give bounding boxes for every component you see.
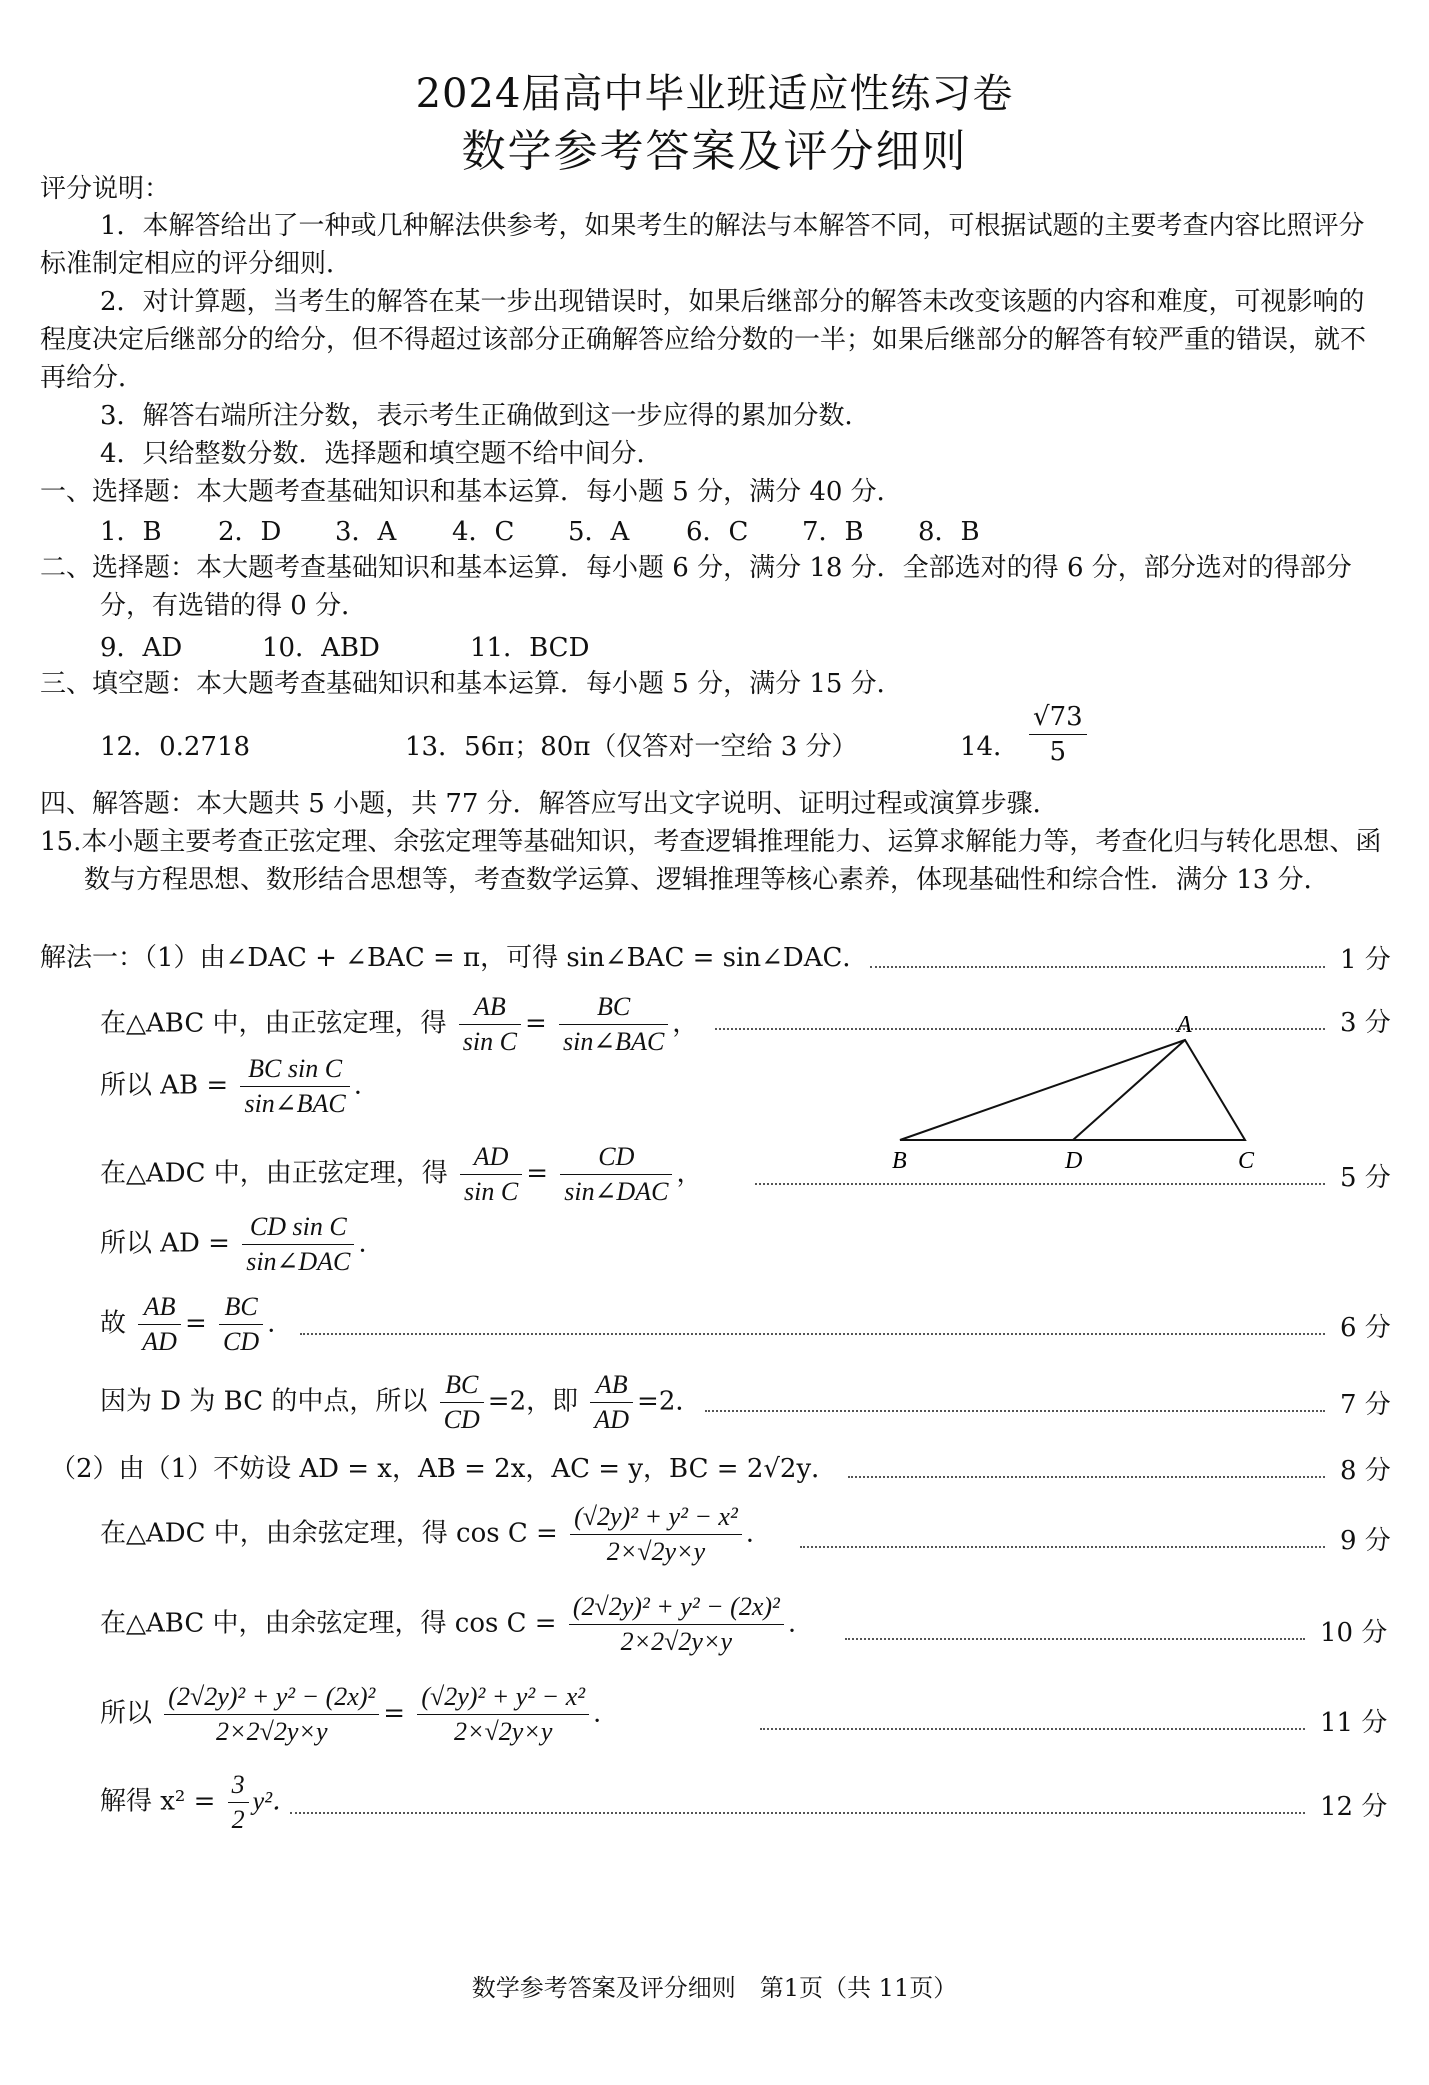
solution-line-9: 在△ADC 中，由余弦定理，得 cos C = $\frac{\text{(√2y)² + y² − x²}}{2\times√2y\times y}$ .	[100, 1500, 754, 1569]
point-label-d: D	[1065, 1148, 1083, 1174]
fraction-numerator: CD sin C	[242, 1210, 354, 1245]
dot-leader	[705, 1410, 1325, 1412]
answer-item: 6．C	[686, 517, 749, 547]
fraction-numerator: AD	[460, 1140, 522, 1175]
fraction-denominator: CD	[443, 1405, 480, 1434]
triangle-figure	[880, 1010, 1260, 1180]
title-line-1: 2024届高中毕业班适应性练习卷	[415, 71, 1014, 117]
fraction-denominator: 2×√2y×y	[606, 1537, 706, 1566]
fraction	[460, 1140, 522, 1209]
solution-line-6: 故 $\frac{AB}{AD}$ = $\frac{BC}{CD}$ .	[100, 1290, 275, 1359]
line-text: 在△ABC 中，由正弦定理，得	[100, 1008, 447, 1039]
fraction-numerator: BC	[219, 1290, 263, 1325]
page-footer: 数学参考答案及评分细则 第1页（共 11页）	[471, 1974, 958, 2002]
fraction-numerator: (2√2y)² + y² − (2x)²	[164, 1680, 379, 1715]
fraction-denominator: 2×2√2y×y	[216, 1717, 328, 1746]
solution-line-10: 在△ABC 中，由余弦定理，得 cos C = $\frac{\text{(2√2y)² + y² − (2x)²}}{2\times 2√2y\times y}$ .	[100, 1590, 796, 1659]
answer-item: 3．A	[335, 517, 397, 547]
fraction	[559, 990, 668, 1059]
fraction-denominator: sin C	[462, 1027, 517, 1056]
score-mark: 11 分	[1320, 1708, 1388, 1738]
fraction	[560, 1140, 672, 1209]
solution-line-4: 在△ADC 中，由正弦定理，得 $\frac{AD}{\text{sin C}}$ = $\frac{CD}{\text{sin∠DAC}}$ ，	[100, 1140, 702, 1209]
line-text: 所以	[100, 1698, 153, 1729]
solution-line-5: 所以 AD = $\frac{\text{CD sin C}}{\text{sin∠DAC}}$ .	[100, 1210, 367, 1279]
line-text: 因为 D 为 BC 的中点，所以	[100, 1386, 428, 1417]
answer-item: 5．A	[568, 517, 630, 547]
section-3-heading: 三、填空题：本大题考查基础知识和基本运算．每小题 5 分，满分 15 分．	[40, 669, 903, 699]
fraction-numerator: (√2y)² + y² − x²	[417, 1680, 589, 1715]
dot-leader	[800, 1546, 1325, 1548]
fraction	[590, 1368, 633, 1437]
fraction-numerator: AB	[590, 1368, 633, 1403]
fraction-denominator: sin C	[464, 1177, 519, 1206]
dot-leader	[848, 1476, 1325, 1478]
score-mark: 7 分	[1340, 1390, 1391, 1420]
fraction-numerator: BC	[559, 990, 668, 1025]
note-item-2: 2．对计算题，当考生的解答在某一步出现错误时，如果后继部分的解答未改变该题的内容和难度，可视影响的程度决定后继部分的给分，但不得超过该部分正确解答应给分数的一半；如果后继部分的解答有较严重的错误，就不再给分．	[40, 287, 1367, 393]
fraction-numerator: AB	[459, 990, 521, 1025]
score-mark: 9 分	[1340, 1526, 1391, 1556]
answer-item: 7．B	[802, 517, 864, 547]
answer-item: 9．AD	[100, 633, 183, 663]
line-text: 在△ADC 中，由正弦定理，得	[100, 1158, 448, 1189]
answer-item: 11．BCD	[470, 633, 590, 663]
point-label-a: A	[1177, 1012, 1192, 1038]
fraction-denominator: sin∠BAC	[563, 1027, 665, 1056]
answer-item: 8．B	[918, 517, 980, 547]
score-mark: 6 分	[1340, 1313, 1391, 1343]
fraction-numerator: 3	[228, 1768, 249, 1803]
solution-line-3: 所以 AB = $\frac{\text{BC sin C}}{\text{sin∠BAC}}$ .	[100, 1052, 362, 1121]
line-text: 故	[100, 1308, 127, 1339]
point-label-c: C	[1238, 1148, 1255, 1174]
fraction	[459, 990, 521, 1059]
triangle-abc	[900, 1040, 1245, 1140]
dot-leader	[290, 1812, 1305, 1814]
fraction	[228, 1768, 249, 1837]
fraction	[219, 1290, 263, 1359]
line-text: 在△ABC 中，由余弦定理，得 cos C =	[100, 1608, 557, 1639]
fraction-denominator: 5	[1049, 737, 1067, 767]
fraction-denominator: AD	[594, 1405, 630, 1434]
score-mark: 12 分	[1320, 1792, 1388, 1822]
section-2-heading: 二、选择题：本大题考查基础知识和基本运算．每小题 6 分，满分 18 分．全部选对的得 6 分，部分选对的得部分分，有选错的得 0 分．	[40, 553, 1352, 621]
solution-line-2: 在△ABC 中，由正弦定理，得 $\frac{AB}{\text{sin C}}$ = $\frac{BC}{\text{sin∠BAC}}$ ，	[100, 990, 698, 1059]
line-text: y²．	[252, 1786, 299, 1816]
fraction	[240, 1052, 349, 1121]
dot-leader	[845, 1638, 1305, 1640]
line-text: 所以 AD =	[100, 1228, 230, 1259]
solution-line-8: （2）由（1）不妨设 AD = x，AB = 2x，AC = y，BC = 2√2y．	[50, 1454, 838, 1484]
fraction	[164, 1680, 379, 1749]
fraction-denominator: 2	[231, 1805, 245, 1834]
fraction-numerator: BC sin C	[240, 1052, 349, 1087]
fraction-numerator: (√2y)² + y² − x²	[570, 1500, 742, 1535]
title-line-2: 数学参考答案及评分细则	[461, 126, 968, 177]
solution-line-12	[100, 1768, 298, 1837]
dot-leader	[755, 1183, 1325, 1185]
answer-item: 1．B	[100, 517, 162, 547]
dot-leader	[760, 1728, 1305, 1730]
fraction-numerator: CD	[560, 1140, 672, 1175]
fraction-numerator: √73	[1029, 700, 1087, 735]
fraction-denominator: sin∠BAC	[244, 1089, 346, 1118]
fraction-denominator: sin∠DAC	[564, 1177, 669, 1206]
dot-leader	[300, 1333, 1325, 1335]
fraction	[417, 1680, 589, 1749]
solution-line-11: 所以 $\frac{\text{(2√2y)² + y² − (2x)²}}{2\times 2√2y\times y}$ = $\frac{\text{(√2y)² + y² − x²}}{2\times√2y\times y}$ .	[100, 1680, 601, 1749]
point-label-b: B	[892, 1148, 907, 1174]
fraction-numerator: BC	[440, 1368, 484, 1403]
section-4-heading: 四、解答题：本大题共 5 小题，共 77 分．解答应写出文字说明、证明过程或演算步骤．	[40, 789, 1059, 819]
line-text: 解得 x² =	[100, 1786, 216, 1817]
segment-ad	[1073, 1040, 1185, 1140]
fraction-numerator: AB	[138, 1290, 181, 1325]
score-mark: 5 分	[1340, 1163, 1391, 1193]
notes-heading: 评分说明：	[40, 174, 171, 204]
line-text: =2．	[637, 1386, 702, 1417]
fraction	[138, 1290, 181, 1359]
fraction-denominator: 2×√2y×y	[453, 1717, 553, 1746]
fraction-denominator: sin∠DAC	[246, 1247, 351, 1276]
note-item-1: 1．本解答给出了一种或几种解法供参考，如果考生的解法与本解答不同，可根据试题的主要考查内容比照评分标准制定相应的评分细则．	[40, 211, 1365, 279]
fraction	[570, 1500, 742, 1569]
fraction	[242, 1210, 354, 1279]
solution-line-7	[100, 1368, 701, 1437]
line-text: 在△ADC 中，由余弦定理，得 cos C =	[100, 1518, 558, 1549]
section-1-heading: 一、选择题：本大题考查基础知识和基本运算．每小题 5 分，满分 40 分．	[40, 477, 903, 507]
score-mark: 10 分	[1320, 1618, 1388, 1648]
answer-item: 2．D	[218, 517, 282, 547]
solution-line-1: 解法一：（1）由∠DAC + ∠BAC = π，可得 sin∠BAC = sin∠DAC．	[40, 943, 869, 973]
answer-13: 13．56π；80π（仅答对一空给 3 分）	[405, 732, 858, 762]
line-text: =2，即	[487, 1386, 579, 1417]
dot-leader	[870, 966, 1325, 968]
answer-14-label: 14．	[960, 732, 1020, 762]
fraction-denominator: AD	[142, 1327, 177, 1356]
fraction-numerator: (2√2y)² + y² − (2x)²	[569, 1590, 784, 1625]
answer-item: 4．C	[452, 517, 515, 547]
answer-14-fraction	[1029, 700, 1087, 769]
score-mark: 1 分	[1340, 945, 1391, 975]
note-item-3: 3．解答右端所注分数，表示考生正确做到这一步应得的累加分数．	[100, 401, 871, 431]
line-text: 所以 AB =	[100, 1070, 229, 1101]
fraction-denominator: 2×2√2y×y	[620, 1627, 733, 1656]
fraction-denominator: CD	[223, 1327, 260, 1356]
answer-item: 10．ABD	[262, 633, 380, 663]
score-mark: 8 分	[1340, 1456, 1391, 1486]
answer-12: 12．0.2718	[100, 732, 251, 762]
fraction	[440, 1368, 484, 1437]
question-15-intro: 15.本小题主要考查正弦定理、余弦定理等基础知识，考查逻辑推理能力、运算求解能力等，考查化归与转化思想、函数与方程思想、数形结合思想等，考查数学运算、逻辑推理等核心素养，体现基础性和综合性．满分 13 分．	[40, 827, 1382, 895]
score-mark: 3 分	[1340, 1008, 1391, 1038]
note-item-4: 4．只给整数分数．选择题和填空题不给中间分．	[100, 439, 663, 469]
fraction	[569, 1590, 784, 1659]
